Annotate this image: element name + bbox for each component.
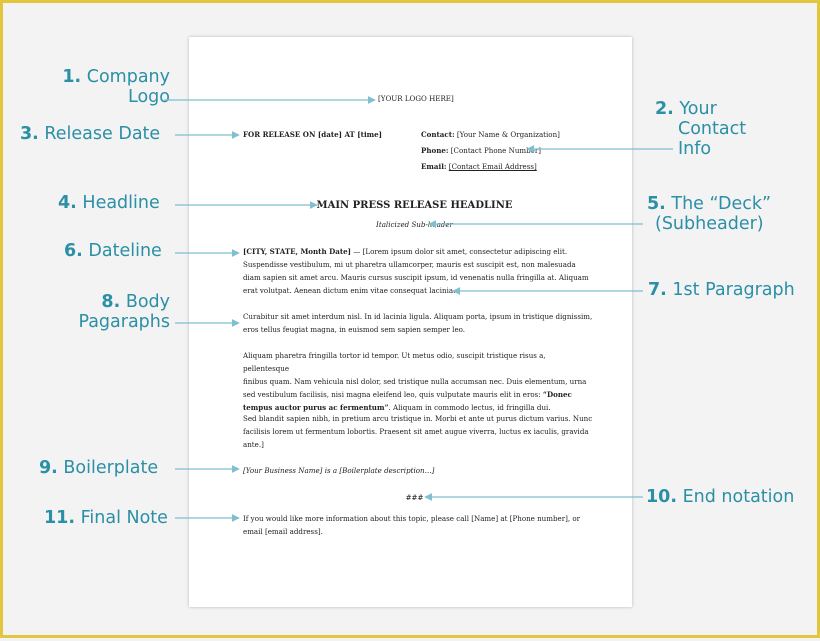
label-contact-line3: Info bbox=[678, 139, 712, 159]
label-text: Company bbox=[86, 67, 170, 87]
label-contact-line2: Contact bbox=[678, 119, 747, 139]
end-mark: ### bbox=[405, 493, 424, 502]
final-note-line: email [email address]. bbox=[243, 527, 323, 536]
email-value[interactable]: [Contact Email Address] bbox=[448, 162, 537, 171]
label-number: 10. bbox=[646, 487, 678, 507]
paragraph-3-tail: . Aliquam in commodo lectus, id fringilla dui. bbox=[388, 403, 551, 412]
paragraph-3-line: Aliquam pharetra fringilla tortor id tempor. Ut metus odio, suscipit tristique risus a, pellentesque bbox=[243, 351, 546, 373]
paragraph-4-line: facilisis lorem ut fermentum lobortis. Praesent sit amet augue viverra, luctus ex iaculis, gravida bbox=[243, 427, 589, 436]
label-number: 4. bbox=[58, 193, 77, 213]
paragraph-2-line: Curabitur sit amet interdum nisl. In id lacinia ligula. Aliquam porta, ipsum in tristique dignissim, bbox=[243, 312, 593, 321]
label-number: 5. bbox=[647, 194, 666, 214]
contact-value: [Your Name & Organization] bbox=[456, 130, 560, 139]
label-text: Boilerplate bbox=[63, 458, 159, 478]
phone-label: Phone: bbox=[421, 146, 449, 155]
label-text: The “Deck” bbox=[671, 194, 772, 214]
label-text: Release Date bbox=[44, 124, 161, 144]
phone-value: [Contact Phone Number] bbox=[450, 146, 542, 155]
label-number: 3. bbox=[20, 124, 39, 144]
paragraph-1-line-text: — [Lorem ipsum dolor sit amet, consectetur adipiscing elit. bbox=[350, 247, 568, 256]
label-text: Headline bbox=[82, 193, 160, 213]
quote-start: “Donec bbox=[542, 390, 572, 399]
label-number: 6. bbox=[64, 241, 83, 261]
quote-end: tempus auctor purus ac fermentum” bbox=[243, 403, 389, 412]
label-text: Dateline bbox=[88, 241, 162, 261]
label-company-logo-line2: Logo bbox=[128, 87, 170, 107]
label-number: 11. bbox=[44, 508, 76, 528]
label-number: 8. bbox=[101, 292, 121, 312]
label-number: 7. bbox=[648, 280, 667, 300]
paragraph-4-line: Sed blandit sapien nibh, in pretium arcu tristique in. Morbi et ante ut purus dictum varius. Nunc bbox=[243, 414, 593, 423]
paragraph-3-line: finibus quam. Nam vehicula nisl dolor, sed tristique nulla accumsan nec. Duis elementum, urna bbox=[243, 377, 587, 386]
dateline-text: [CITY, STATE, Month Date] bbox=[243, 247, 351, 256]
callout-arrows bbox=[3, 3, 820, 641]
label-number: 1. bbox=[62, 67, 82, 87]
paragraph-1-line: diam sapien sit amet arcu. Mauris cursus suscipit ipsum, id venenatis nulla fringilla at. Aliquam bbox=[243, 273, 589, 282]
label-text: End notation bbox=[682, 487, 795, 507]
label-body-line2: Pagaraphs bbox=[78, 312, 170, 332]
doc-headline: MAIN PRESS RELEASE HEADLINE bbox=[316, 200, 513, 211]
release-line-text: FOR RELEASE ON [date] AT [time] bbox=[243, 130, 383, 139]
contact-label: Contact: bbox=[421, 130, 455, 139]
label-deck-line2: (Subheader) bbox=[655, 214, 764, 234]
label-number: 2. bbox=[655, 99, 674, 119]
final-note-line: If you would like more information about this topic, please call [Name] at [Phone number], or bbox=[243, 514, 581, 523]
label-text: 1st Paragraph bbox=[672, 280, 795, 300]
paragraph-1-line: erat volutpat. Aenean dictum enim vitae consequat lacinia. bbox=[243, 286, 456, 295]
boilerplate-text: [Your Business Name] is a [Boilerplate description…] bbox=[243, 466, 435, 475]
doc-subheader: Italicized Sub-header bbox=[376, 220, 453, 229]
label-number: 9. bbox=[39, 458, 58, 478]
paragraph-1-line: Suspendisse vestibulum, mi ut pharetra ullamcorper, mauris est suscipit est, non malesuada bbox=[243, 260, 576, 269]
paragraph-4-line: ante.] bbox=[243, 440, 264, 449]
logo-placeholder: [YOUR LOGO HERE] bbox=[378, 94, 454, 103]
paragraph-2-line: eros tellus feugiat magna, in euismod sem sapien semper leo. bbox=[243, 325, 466, 334]
label-text: Final Note bbox=[80, 508, 168, 528]
paragraph-3-line-text: sed vestibulum facilisis, nisi magna eleifend leo, quis vulputate mauris elit in eros: bbox=[243, 390, 543, 399]
label-text: Your bbox=[679, 99, 717, 119]
email-label: Email: bbox=[421, 162, 447, 171]
label-text: Body bbox=[125, 292, 170, 312]
